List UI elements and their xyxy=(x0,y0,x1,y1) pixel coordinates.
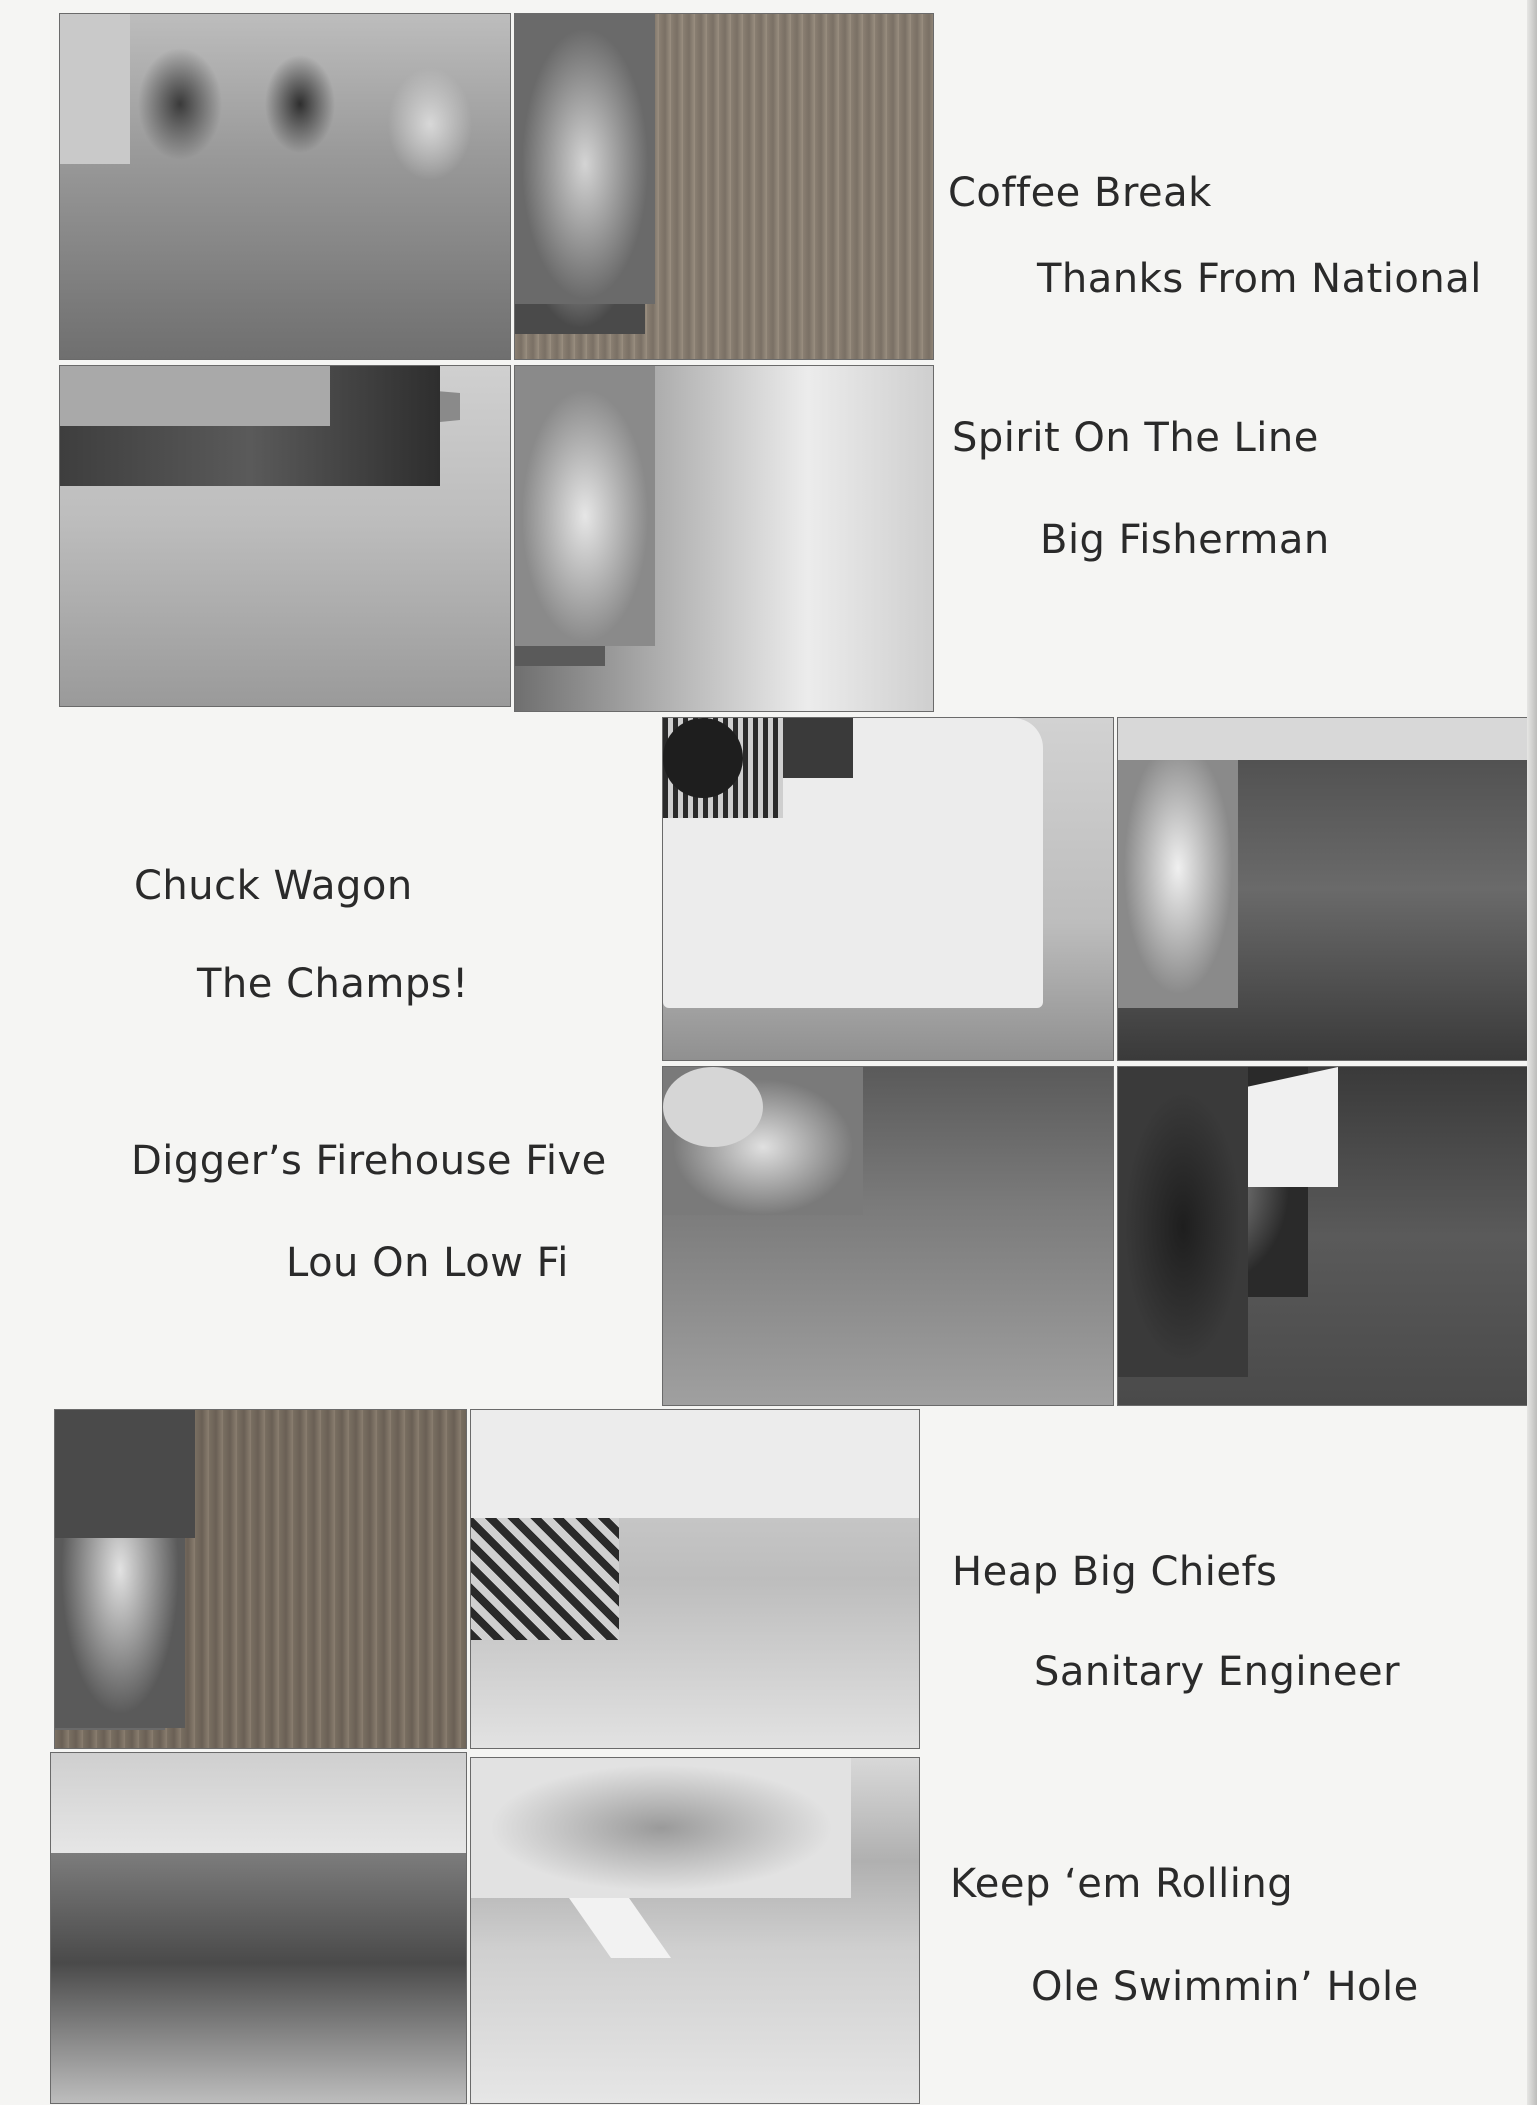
caption-keep-em-rolling: Keep ‘em Rolling xyxy=(950,1861,1294,1907)
diggers-firehouse-five-photo xyxy=(662,1066,1114,1406)
caption-lou-on-low-fi: Lou On Low Fi xyxy=(286,1240,569,1286)
caption-the-champs: The Champs! xyxy=(197,961,469,1007)
caption-chuck-wagon: Chuck Wagon xyxy=(134,863,413,909)
caption-thanks-from-national: Thanks From National xyxy=(1037,256,1482,302)
spirit-on-the-line-photo xyxy=(59,365,511,707)
caption-ole-swimmin-hole: Ole Swimmin’ Hole xyxy=(1031,1964,1419,2010)
chuck-wagon-photo xyxy=(662,717,1114,1061)
keep-em-rolling-photo xyxy=(50,1752,467,2104)
coffee-break-photo xyxy=(59,13,511,360)
thanks-from-national-photo xyxy=(514,13,934,360)
caption-coffee-break: Coffee Break xyxy=(948,170,1212,216)
heap-big-chiefs-photo xyxy=(54,1409,467,1749)
caption-spirit-on-the-line: Spirit On The Line xyxy=(952,415,1319,461)
lou-on-low-fi-photo xyxy=(1117,1066,1537,1406)
sanitary-engineer-photo xyxy=(470,1409,920,1749)
ole-swimmin-hole-photo xyxy=(470,1757,920,2104)
the-champs-photo xyxy=(1117,717,1537,1061)
caption-diggers-firehouse-five: Digger’s Firehouse Five xyxy=(131,1138,607,1184)
caption-heap-big-chiefs: Heap Big Chiefs xyxy=(952,1549,1278,1595)
caption-sanitary-engineer: Sanitary Engineer xyxy=(1034,1649,1401,1695)
big-fisherman-photo xyxy=(514,365,934,712)
page-edge-shadow xyxy=(1527,0,1537,2105)
caption-big-fisherman: Big Fisherman xyxy=(1040,517,1330,563)
